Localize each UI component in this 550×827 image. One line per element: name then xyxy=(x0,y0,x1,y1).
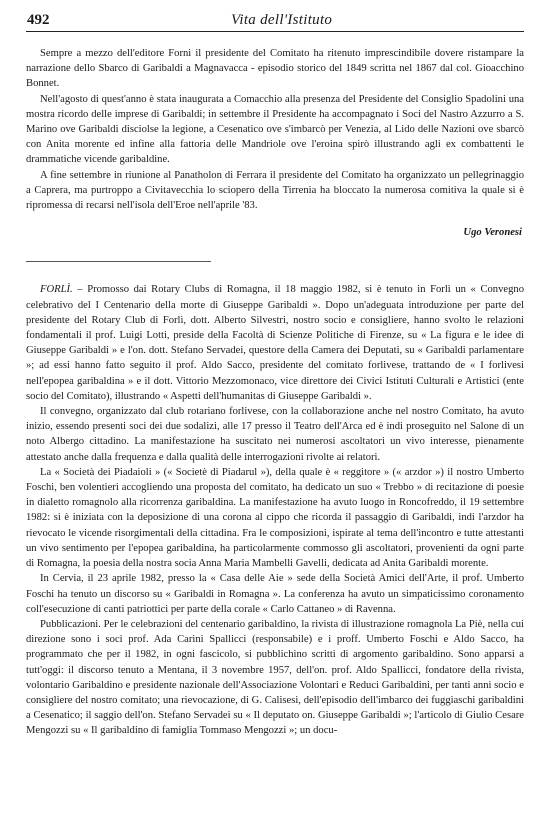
paragraph: In Cervia, il 23 aprile 1982, presso la « Casa delle Aie » sede della Società Amici dell'Arte, il prof. Umberto Foschi ha tenuto un discorso su « Garibaldi in Romagna ». La conferenza ha avuto un simpaticissimo coronamento coll'esecuzione di canti patriottici per parte della corale « Carlo Cattaneo » di Ravenna. xyxy=(26,573,524,615)
paragraph: Nell'agosto di quest'anno è stata inaugurata a Comacchio alla presenza del Presidente del Consiglio Spadolini una mostra ricordo delle imprese di Garibaldi; in settembre il Presidente ha accompagnato i Soci del Nastro Azzurro a S. Marino ove Garibaldi disciolse la legione, a Cesenatico ove s'imbarcò per Venezia, al Lido delle Nazioni ove sbarcò con Anita morente ed infine alla fattoria delle Mandriole ove l'eroina spirò illustrando agli ex combattenti le drammatiche vicende garibaldine. xyxy=(26,93,524,166)
paragraph xyxy=(26,282,524,404)
page-number: 492 xyxy=(27,12,50,28)
document-page xyxy=(26,10,524,820)
section-comitato-report xyxy=(26,46,524,240)
paragraph: La « Società dei Piadaioli » (« Societè di Piadarul »), della quale è « reggitore » (« arzdor ») il nostro Umberto Foschi, ben volentieri accogliendo una proposta del comitato, ha dedicato un suo « Trebbo » di recitazione di poesie in dialetto romagnolo alla ricorrenza garibaldina. La manifestazione ha avuto luogo in Roncofreddo, il 19 settembre 1982: si è iniziata con la deposizione di una corona al cippo che ricorda il passaggio di Garibaldi, indi l'arzdor ha rievocato le vicende risorgimentali della cittadina. Fra le composizioni, ispirate al tema dell'incontro e tutte attestanti un vivo sentimento per l'epopea garibaldina, ha particolarmente commosso gli ascoltatori, provenienti da ogni parte di Romagna, la poesia della nostra socia Anna Maria Mambelli Gavelli, dedicata ad Anita Garibaldi morente. xyxy=(26,466,524,570)
section-forli-report xyxy=(26,282,524,738)
place-heading: FORLÌ. xyxy=(40,284,73,296)
paragraph: A fine settembre in riunione al Panatholon di Ferrara il presidente del Comitato ha organizzato un pellegrinaggio a Caprera, ma purtroppo a Civitavecchia lo sciopero della Tirrenia ha bloccato la numerosa comitiva la quale si è ripromessa di recarsi nell'isola dell'Eroe nell'aprile '83. xyxy=(26,169,524,212)
running-title: Vita dell'Istituto xyxy=(231,12,333,28)
author-signature: Ugo Veronesi xyxy=(463,227,522,239)
paragraph: Sempre a mezzo dell'editore Forni il presidente del Comitato ha ritenuto imprescindibile dovere ristampare la narrazione dello Sbarco di Garibaldi a Magnavacca - episodio storico del 1849 scritta nel 1867 dal col. Gioacchino Bonnet. xyxy=(26,48,524,90)
paragraph: Pubblicazioni. Per le celebrazioni del centenario garibaldino, la rivista di illustrazione romagnola La Piè, nella cui direzione sono i soci prof. Ada Carini Spallicci (responsabile) e i proff. Umberto Foschi e Aldo Sacco, ha programmato che per il 1982, in ogni fascicolo, si pubblichino scritti di argomento garibaldino. Sono apparsi a tutt'oggi: il discorso tenuto a Mentana, il 3 novembre 1957, dell'on. prof. Aldo Spallicci, fondatore della rivista, volontario Garibaldino e presidente nazionale dell'Associazione Volontari e Reduci Garibaldini, per tanti anni socio e consigliere del nostro comitato; una rievocazione, di G. Calisesi, dell'episodio dell'imbarco dei fuggiaschi garibaldini a Cesenatico; il saggio dell'on. Stefano Servadei su « Il deputato on. Giuseppe Garibaldi »; l'articolo di Giulio Cesare Mengozzi su « Il garibaldino di famiglia Tommaso Mengozzi »; un docu- xyxy=(26,618,524,737)
section-divider xyxy=(26,261,211,262)
paragraph: Il convegno, organizzato dal club rotariano forlivese, con la collaborazione anche nel nostro Comitato, ha avuto inizio, essendo presenti soci dei due sodalizi, alle 17 presso il Teatro dell'Arca ed è indi proseguito nel Salone di un noto Albergo cittadino. La manifestazione ha suscitato nei numerosi ascoltatori un vivo interesse, pienamente attestato anche dalla frequenza e dalla qualità delle interrogazioni rivolte ai relatori. xyxy=(26,406,524,463)
paragraph-text: – Promosso dai Rotary Clubs di Romagna, il 18 maggio 1982, si è tenuto in Forlì un « Convegno celebrativo del I Centenario della morte di Giuseppe Garibaldi ». Dopo un'adeguata introduzione per parte del presidente del Rotary Club di Forlì, dott. Alberto Silvestri, nostro socio e consigliere, hanno svolto le relazioni fondamentali il prof. Luigi Lotti, preside della Facoltà di Scienze Politiche di Firenze, su « La figura e le idee di Giuseppe Garibaldi » e l'on. dott. Stefano Servadei, questore della Camera dei Deputati, su « Garibaldi parlamentare »; ad essi hanno fatto seguito il prof. Aldo Sacco, presidente del comitato forlivese, trattando de « I forlivesi nell'epopea garibaldina » e il dott. Vittorio Mezzomonaco, vice direttore dei Civici Istituti Culturali e Artistici (ente socio del Comitato), illustrando « Aspetti dell'humanitas di Giuseppe Garibaldi ». xyxy=(26,284,524,402)
page-header xyxy=(26,10,524,32)
